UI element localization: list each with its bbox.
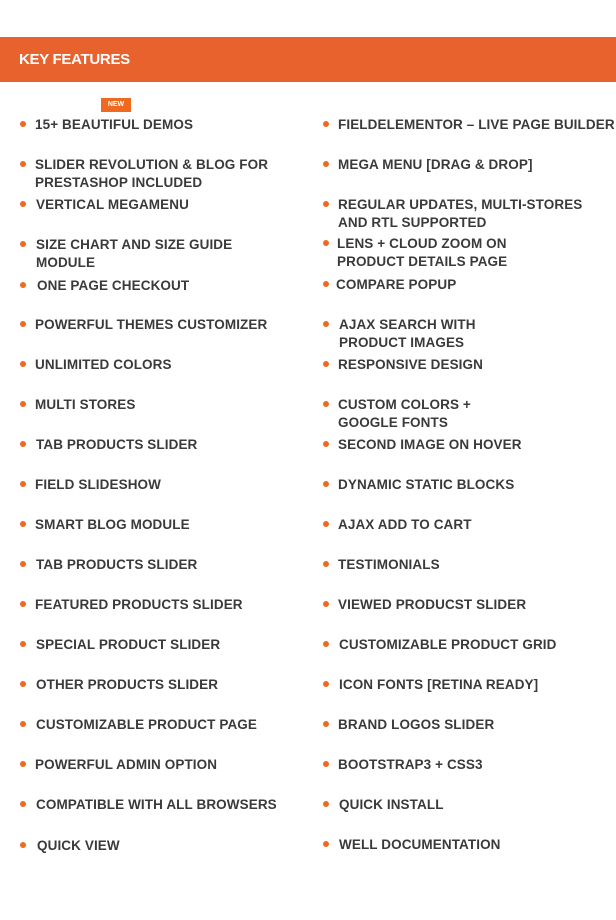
feature-label: WELL DOCUMENTATION — [339, 837, 501, 852]
bullet-icon — [20, 561, 26, 567]
feature-label: 15+ BEAUTIFUL DEMOS — [35, 117, 194, 132]
bullet-icon — [323, 361, 329, 367]
feature-label: COMPARE POPUP — [336, 277, 457, 292]
feature-label: QUICK VIEW — [37, 838, 120, 853]
bullet-icon — [323, 561, 329, 567]
bullet-icon — [20, 641, 26, 647]
bullet-icon — [20, 481, 26, 487]
bullet-icon — [20, 801, 26, 807]
feature-label: SMART BLOG MODULE — [35, 517, 190, 532]
feature-label: FEATURED PRODUCTS SLIDER — [35, 597, 243, 612]
bullet-icon — [323, 401, 329, 407]
feature-label: TAB PRODUCTS SLIDER — [36, 557, 198, 572]
bullet-icon — [323, 801, 329, 807]
feature-label: POWERFUL ADMIN OPTION — [35, 757, 218, 772]
bullet-icon — [323, 441, 329, 447]
bullet-icon — [20, 121, 26, 127]
bullet-icon — [323, 641, 329, 647]
feature-label: SIZE CHART AND SIZE GUIDE MODULE — [36, 237, 233, 270]
feature-label: REGULAR UPDATES, MULTI-STORES AND RTL SUPPORTED — [338, 197, 583, 230]
bullet-icon — [20, 521, 26, 527]
key-features-header — [0, 37, 616, 82]
feature-label: SPECIAL PRODUCT SLIDER — [36, 637, 221, 652]
feature-label: CUSTOM COLORS + GOOGLE FONTS — [338, 397, 471, 430]
feature-label: AJAX SEARCH WITH PRODUCT IMAGES — [339, 317, 476, 350]
feature-label: UNLIMITED COLORS — [35, 357, 172, 372]
feature-label: MULTI STORES — [35, 397, 136, 412]
bullet-icon — [323, 521, 329, 527]
feature-label: AJAX ADD TO CART — [338, 517, 472, 532]
bullet-icon — [20, 401, 26, 407]
bullet-icon — [20, 361, 26, 367]
bullet-icon — [323, 601, 329, 607]
feature-label: RESPONSIVE DESIGN — [338, 357, 483, 372]
bullet-icon — [20, 201, 26, 207]
feature-label: TESTIMONIALS — [338, 557, 440, 572]
bullet-icon — [323, 721, 329, 727]
bullet-icon — [20, 721, 26, 727]
bullet-icon — [20, 321, 26, 327]
bullet-icon — [20, 681, 26, 687]
feature-label: VERTICAL MEGAMENU — [36, 197, 189, 212]
bullet-icon — [323, 841, 329, 847]
feature-label: MEGA MENU [DRAG & DROP] — [338, 157, 533, 172]
bullet-icon — [323, 240, 329, 246]
bullet-icon — [323, 161, 329, 167]
bullet-icon — [323, 321, 329, 327]
feature-label: LENS + CLOUD ZOOM ON PRODUCT DETAILS PAGE — [337, 236, 508, 269]
bullet-icon — [20, 161, 26, 167]
feature-label: VIEWED PRODUCST SLIDER — [338, 597, 527, 612]
feature-label: TAB PRODUCTS SLIDER — [36, 437, 198, 452]
feature-label: DYNAMIC STATIC BLOCKS — [338, 477, 515, 492]
bullet-icon — [323, 121, 329, 127]
feature-label: COMPATIBLE WITH ALL BROWSERS — [36, 797, 277, 812]
bullet-icon — [323, 481, 329, 487]
bullet-icon — [20, 241, 26, 247]
new-badge: NEW — [101, 98, 131, 112]
feature-label: BOOTSTRAP3 + CSS3 — [338, 757, 483, 772]
bullet-icon — [20, 761, 26, 767]
bullet-icon — [20, 842, 26, 848]
feature-label: POWERFUL THEMES CUSTOMIZER — [35, 317, 268, 332]
feature-label: FIELD SLIDESHOW — [35, 477, 161, 492]
bullet-icon — [20, 601, 26, 607]
bullet-icon — [20, 282, 26, 288]
feature-label: SLIDER REVOLUTION & BLOG FOR PRESTASHOP INCLUDED — [35, 157, 269, 190]
bullet-icon — [323, 681, 329, 687]
feature-label: ONE PAGE CHECKOUT — [37, 278, 190, 293]
feature-label: CUSTOMIZABLE PRODUCT GRID — [339, 637, 557, 652]
key-features-title: KEY FEATURES — [19, 51, 130, 68]
feature-label: QUICK INSTALL — [339, 797, 444, 812]
feature-label: CUSTOMIZABLE PRODUCT PAGE — [36, 717, 258, 732]
feature-label: FIELDELEMENTOR – LIVE PAGE BUILDER — [338, 117, 615, 132]
bullet-icon — [20, 441, 26, 447]
feature-label: OTHER PRODUCTS SLIDER — [36, 677, 219, 692]
feature-label: ICON FONTS [RETINA READY] — [339, 677, 539, 692]
feature-label: SECOND IMAGE ON HOVER — [338, 437, 522, 452]
bullet-icon — [323, 281, 329, 287]
feature-label: BRAND LOGOS SLIDER — [338, 717, 495, 732]
bullet-icon — [323, 201, 329, 207]
bullet-icon — [323, 761, 329, 767]
